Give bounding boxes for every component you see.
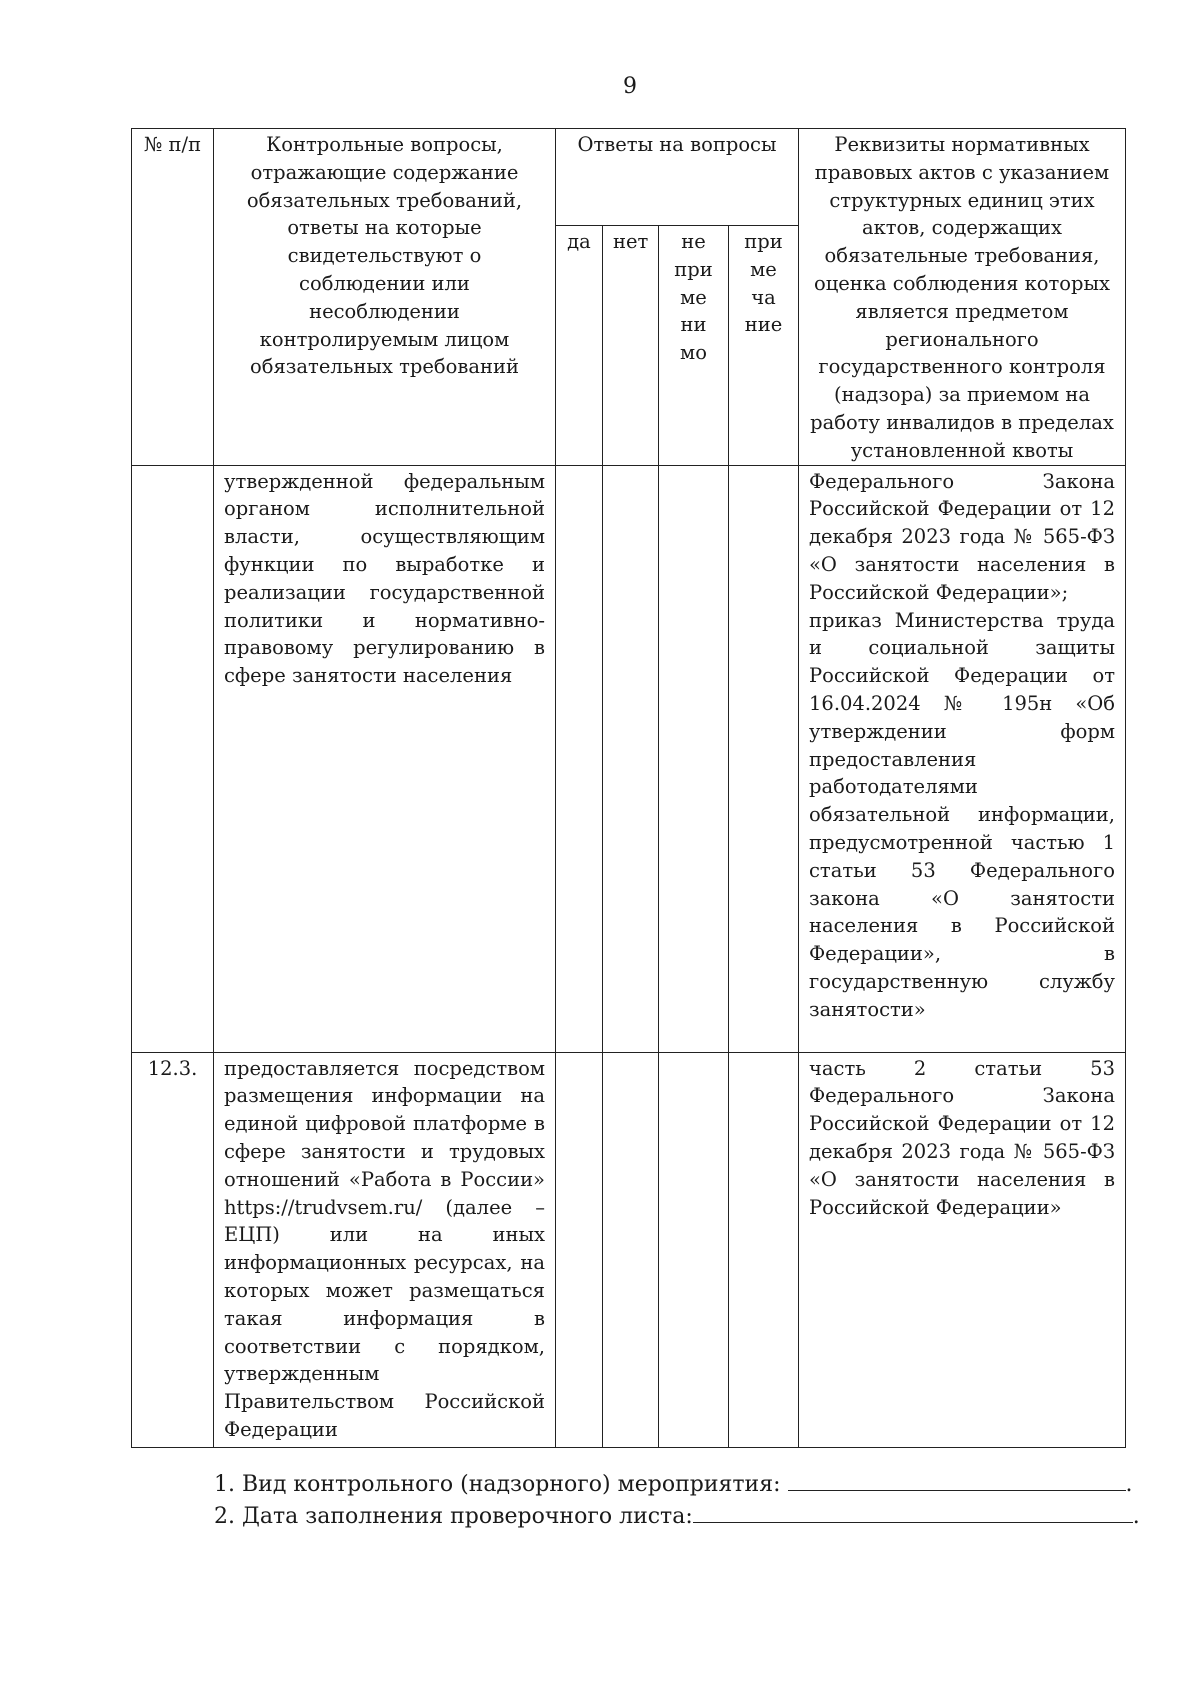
header-requisites: Реквизиты нормативных правовых актов с указанием структурных единиц этих актов, содержащих обязательные требования, оценка соблюдения которых является предметом регионального государственного контроля (надзора) за приемом на работу инвалидов в пределах установленной квоты: [799, 129, 1126, 466]
event-type-blank[interactable]: [788, 1468, 1126, 1491]
row-number: 12.3.: [132, 1052, 214, 1447]
answer-no-cell[interactable]: [603, 1052, 659, 1447]
answer-no-cell[interactable]: [603, 465, 659, 1052]
end-mark: .: [1132, 1504, 1140, 1529]
header-note: при ме ча ние: [729, 226, 799, 466]
row-question: утвержденной федеральным органом исполнительной власти, осуществляющим функции по выработке и реализации государственной политики и нормативно-правовому регулированию в сфере занятости населения: [214, 465, 556, 1052]
checklist-table: [131, 128, 1126, 1448]
footer-line-event-type: [214, 1468, 1140, 1500]
answer-not-applicable-cell[interactable]: [659, 1052, 729, 1447]
footer: [214, 1468, 1140, 1532]
header-answers: Ответы на вопросы: [556, 129, 799, 226]
answer-yes-cell[interactable]: [556, 1052, 603, 1447]
table-row: [132, 465, 1126, 1052]
row-requisites: [799, 1052, 1126, 1447]
page-number: 9: [623, 74, 637, 99]
header-row-1: [132, 129, 1126, 226]
header-yes: да: [556, 226, 603, 466]
answer-note-cell[interactable]: [729, 465, 799, 1052]
table-row: [132, 1052, 1126, 1447]
fill-date-label: 2. Дата заполнения проверочного листа:: [214, 1504, 693, 1529]
header-no: нет: [603, 226, 659, 466]
answer-yes-cell[interactable]: [556, 465, 603, 1052]
fill-date-blank[interactable]: [693, 1500, 1133, 1523]
answer-note-cell[interactable]: [729, 1052, 799, 1447]
requisites-paragraph: часть 2 статьи 53 Федерального Закона Российской Федерации от 12 декабря 2023 года № 565-ФЗ «О занятости населения в Российской Федерации»: [809, 1056, 1115, 1219]
row-question: предоставляется посредством размещения информации на единой цифровой платформе в сфере занятости и трудовых отношений «Работа в России» https://trudvsem.ru/ (далее – ЕЦП) или на иных информационных ресурсах, на которых может размещаться такая информация в соответствии с порядком, утвержденным Правительством Российской Федерации: [214, 1052, 556, 1447]
requisites-paragraph: приказ Министерства труда и социальной защиты Российской Федерации от 16.04.2024 № 195н «Об утверждении форм предоставления работодателями обязательной информации, предусмотренной частью 1 статьи 53 Федерального закона «О занятости населения в Российской Федерации», в государственную службу занятости»: [809, 608, 1115, 1021]
footer-line-fill-date: [214, 1500, 1140, 1532]
event-type-label: 1. Вид контрольного (надзорного) мероприятия:: [214, 1472, 781, 1497]
header-questions: Контрольные вопросы, отражающие содержание обязательных требований, ответы на которые свидетельствуют о соблюдении или несоблюдении контролируемым лицом обязательных требований: [214, 129, 556, 466]
row-number: [132, 465, 214, 1052]
row-requisites: [799, 465, 1126, 1052]
answer-not-applicable-cell[interactable]: [659, 465, 729, 1052]
end-mark: .: [1125, 1472, 1133, 1497]
requisites-paragraph: Федерального Закона Российской Федерации от 12 декабря 2023 года № 565-ФЗ «О занятости населения в Российской Федерации»;: [809, 469, 1115, 604]
header-number: № п/п: [132, 129, 214, 466]
header-not-applicable: не при ме ни мо: [659, 226, 729, 466]
